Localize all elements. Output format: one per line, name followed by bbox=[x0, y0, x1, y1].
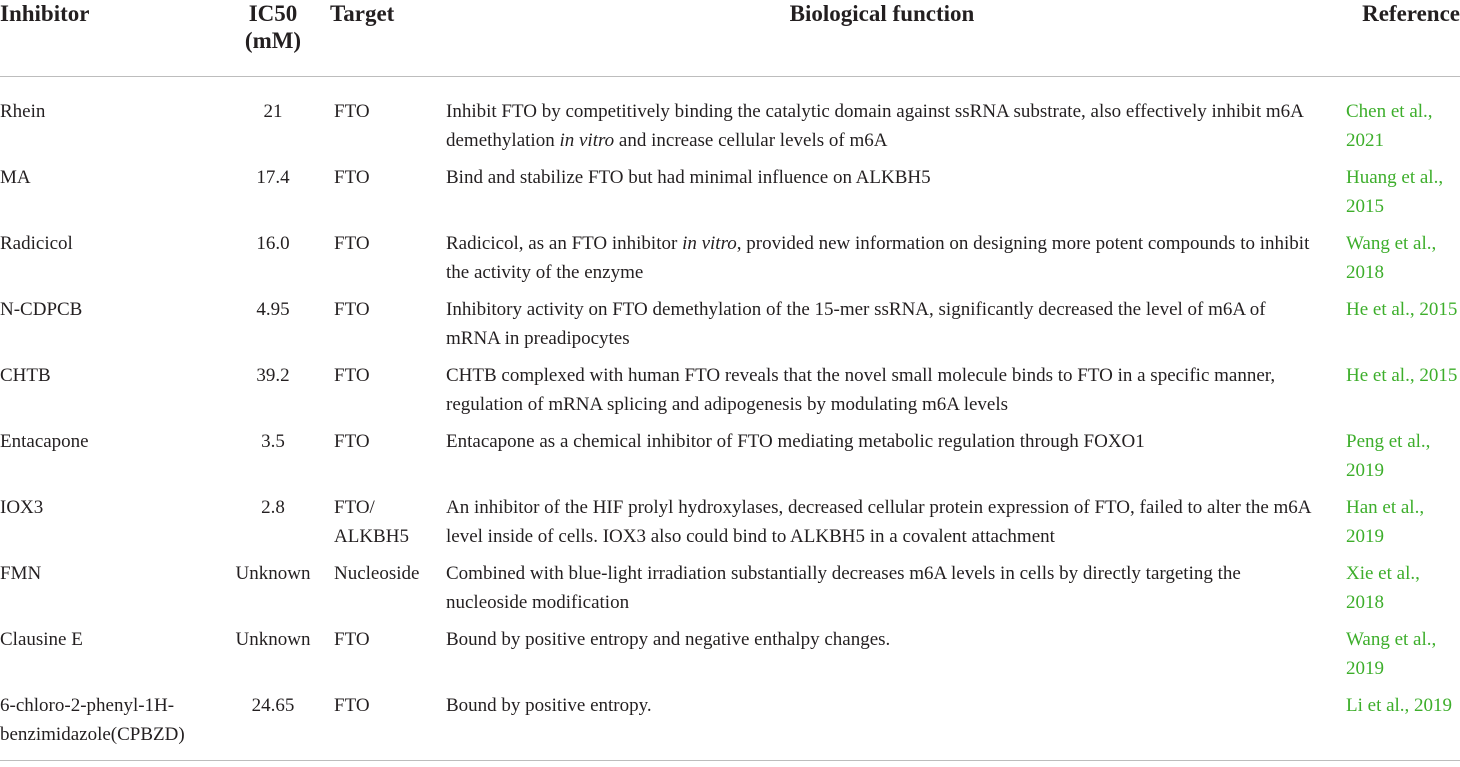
function-text: and increase cellular levels of m6A bbox=[614, 130, 888, 151]
table-row bbox=[0, 493, 1460, 559]
header-biological-function: Biological function bbox=[432, 0, 1332, 77]
inhibitor-cell: Rhein bbox=[0, 101, 46, 122]
function-text: CHTB complexed with human FTO reveals that the novel small molecule binds to FTO in a specific manner, regulation of mRNA splicing and adipogenesis by modulating m6A levels bbox=[446, 364, 1276, 415]
reference-link[interactable]: He et al., 2015 bbox=[1346, 298, 1458, 320]
table-row bbox=[0, 77, 1460, 163]
biological-function-cell bbox=[432, 559, 1332, 625]
header-inhibitor: Inhibitor bbox=[0, 0, 226, 77]
reference-link[interactable]: Wang et al., 2019 bbox=[1346, 628, 1437, 679]
biological-function-cell bbox=[432, 625, 1332, 691]
header-ic50-line2: (mM) bbox=[244, 28, 302, 53]
ic50-cell: 21 bbox=[263, 101, 283, 122]
reference-link[interactable]: Li et al., 2019 bbox=[1332, 691, 1460, 761]
inhibitor-cell: Clausine E bbox=[0, 628, 83, 650]
ic50-cell: 16.0 bbox=[256, 232, 290, 254]
table-row bbox=[0, 559, 1460, 625]
target-cell: FTO bbox=[334, 232, 370, 254]
header-reference: Reference bbox=[1332, 0, 1460, 77]
table-body bbox=[0, 77, 1460, 761]
inhibitor-cell: CHTB bbox=[0, 364, 51, 386]
biological-function-cell bbox=[432, 163, 1332, 229]
biological-function-cell bbox=[432, 361, 1332, 427]
table-row bbox=[0, 625, 1460, 691]
function-italic-text: in vitro bbox=[559, 130, 615, 151]
target-cell: FTO bbox=[320, 691, 432, 761]
biological-function-cell bbox=[432, 229, 1332, 295]
function-text: Inhibitory activity on FTO demethylation of the 15-mer ssRNA, significantly decreased the level of m6A of mRNA in preadipocytes bbox=[446, 298, 1266, 349]
inhibitor-cell: Radicicol bbox=[0, 232, 73, 254]
table-row bbox=[0, 229, 1460, 295]
ic50-cell: 4.95 bbox=[256, 298, 290, 320]
reference-link[interactable]: Xie et al., 2018 bbox=[1346, 562, 1420, 613]
biological-function-cell bbox=[432, 77, 1332, 163]
table-row bbox=[0, 427, 1460, 493]
ic50-cell: 2.8 bbox=[261, 496, 285, 518]
inhibitor-cell: FMN bbox=[0, 562, 42, 584]
function-text: Inhibit FTO by competitively binding the catalytic domain against ssRNA substrate, also effectively inhibit m6A demethylation bbox=[446, 101, 1303, 151]
reference-link[interactable]: Chen et al., 2021 bbox=[1346, 101, 1433, 151]
reference-link[interactable]: Han et al., 2019 bbox=[1346, 496, 1425, 547]
ic50-cell: Unknown bbox=[235, 562, 311, 584]
inhibitor-cell: Entacapone bbox=[0, 430, 89, 452]
header-row bbox=[0, 0, 1460, 77]
ic50-cell: 24.65 bbox=[226, 691, 320, 761]
table-row bbox=[0, 691, 1460, 761]
target-cell: Nucleoside bbox=[334, 562, 420, 584]
function-text: Entacapone as a chemical inhibitor of FTO mediating metabolic regulation through FOXO1 bbox=[446, 430, 1145, 452]
function-text: , provided new information on designing more potent compounds to inhibit the activity of the enzyme bbox=[446, 232, 1310, 283]
function-italic-text: in vitro bbox=[682, 232, 737, 254]
target-cell: FTO bbox=[334, 166, 370, 188]
table-row bbox=[0, 163, 1460, 229]
function-text: Bind and stabilize FTO but had minimal influence on ALKBH5 bbox=[446, 166, 931, 188]
target-cell: FTO bbox=[334, 628, 370, 650]
reference-link[interactable]: Huang et al., 2015 bbox=[1346, 166, 1444, 217]
function-text: Radicicol, as an FTO inhibitor bbox=[446, 232, 683, 254]
function-text: Bound by positive entropy. bbox=[446, 694, 652, 716]
inhibitor-cell: N-CDPCB bbox=[0, 298, 83, 320]
biological-function-cell bbox=[432, 493, 1332, 559]
reference-link[interactable]: Peng et al., 2019 bbox=[1346, 430, 1431, 481]
ic50-cell: Unknown bbox=[235, 628, 311, 650]
function-text: Bound by positive entropy and negative enthalpy changes. bbox=[446, 628, 891, 650]
function-text: Combined with blue-light irradiation substantially decreases m6A levels in cells by directly targeting the nucleoside modification bbox=[446, 562, 1241, 613]
target-cell: FTO bbox=[334, 364, 370, 386]
reference-link[interactable]: Wang et al., 2018 bbox=[1346, 232, 1437, 283]
target-cell: FTO/ ALKBH5 bbox=[334, 496, 409, 547]
ic50-cell: 3.5 bbox=[261, 430, 285, 452]
target-cell: FTO bbox=[334, 298, 370, 320]
biological-function-cell bbox=[432, 427, 1332, 493]
function-text: An inhibitor of the HIF prolyl hydroxylases, decreased cellular protein expression of FTO, failed to alter the m6A level inside of cells. IOX3 also could bind to ALKBH5 in a covalent attachment bbox=[446, 496, 1311, 547]
target-cell: FTO bbox=[334, 430, 370, 452]
inhibitor-cell: 6-chloro-2-phenyl-1H-benzimidazole(CPBZD) bbox=[0, 691, 226, 761]
table-header bbox=[0, 0, 1460, 77]
header-target: Target bbox=[320, 0, 432, 77]
header-ic50-line1: IC50 bbox=[248, 1, 298, 26]
biological-function-cell bbox=[432, 295, 1332, 361]
inhibitor-cell: IOX3 bbox=[0, 496, 44, 518]
table-row bbox=[0, 361, 1460, 427]
table-row bbox=[0, 295, 1460, 361]
ic50-cell: 17.4 bbox=[256, 166, 290, 188]
reference-link[interactable]: He et al., 2015 bbox=[1346, 364, 1458, 386]
biological-function-cell bbox=[432, 691, 1332, 761]
target-cell: FTO bbox=[334, 101, 370, 122]
inhibitor-cell: MA bbox=[0, 166, 31, 188]
header-ic50 bbox=[226, 0, 320, 77]
ic50-cell: 39.2 bbox=[256, 364, 290, 386]
